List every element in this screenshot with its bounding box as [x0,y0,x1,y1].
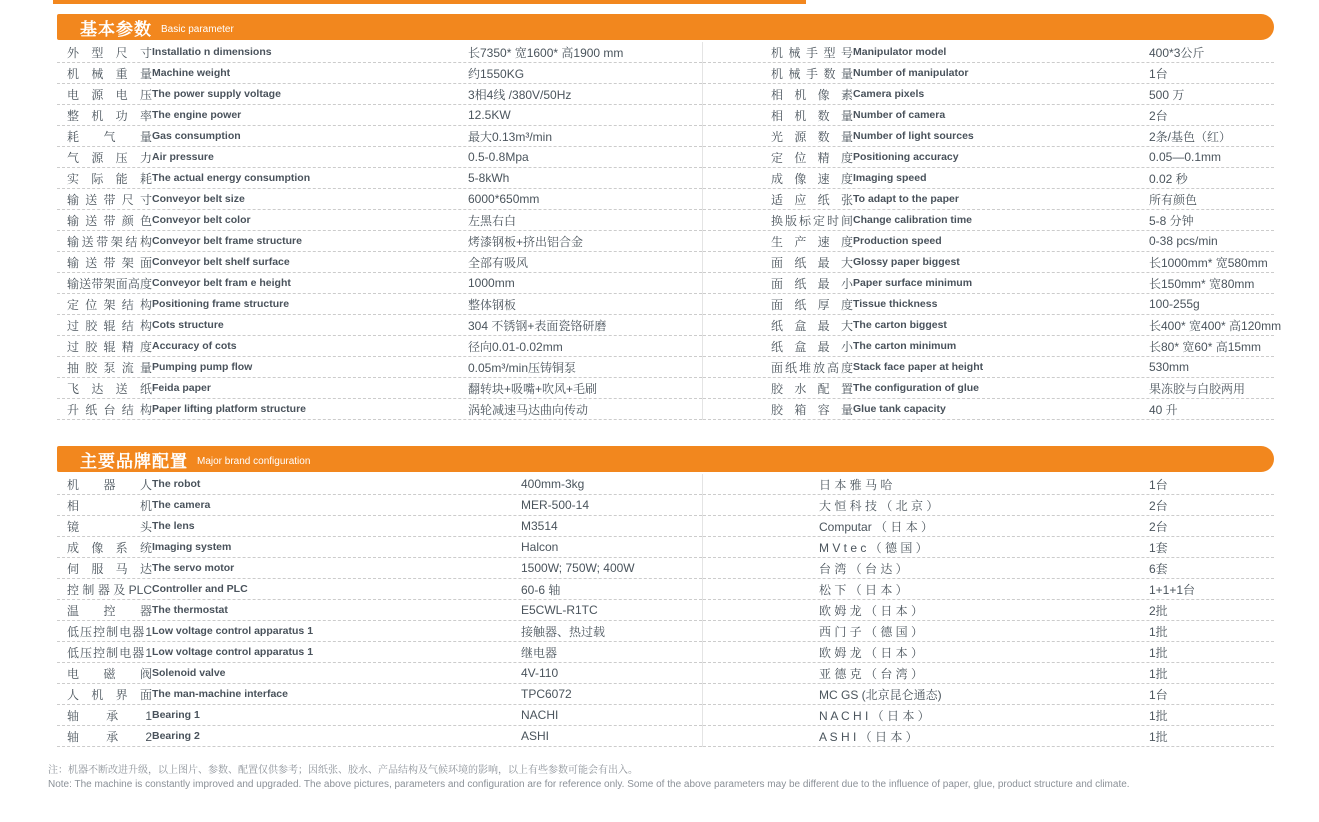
component-label-zh: 机 器 人 [67,477,152,492]
param-label-en: Stack face paper at height [853,361,984,373]
table-row [57,63,702,84]
param-label-zh: 输 送 带 架 面 [67,255,152,270]
component-model: ASHI [521,729,550,743]
table-row [57,684,702,705]
param-value: 约1550KG [468,66,525,81]
table-row [703,600,1274,621]
param-label-zh: 输送带架结构 [67,234,152,249]
param-value: 长7350* 宽1600* 高1900 mm [468,45,624,60]
component-quantity: 1批 [1149,666,1168,681]
section-major-brand-header [57,446,1274,472]
component-model: M3514 [521,519,558,533]
param-label-zh: 适 应 纸 张 [771,192,853,207]
table-row [703,168,1274,189]
component-label-en: Bearing 2 [152,730,200,742]
param-label-en: Conveyor belt fram e height [152,277,291,289]
param-label-zh: 整 机 功 率 [67,108,152,123]
table-row [703,357,1274,378]
table-row [703,726,1274,747]
param-label-zh: 抽 胶 泵 流 量 [67,360,152,375]
component-model: 4V-110 [521,666,559,680]
component-quantity: 1批 [1149,729,1168,744]
param-label-zh: 光 源 数 量 [771,129,853,144]
param-label-en: Conveyor belt frame structure [152,235,302,247]
param-value: 40 升 [1149,402,1178,417]
table-row [703,315,1282,336]
component-label-en: Low voltage control apparatus 1 [152,625,314,637]
param-label-zh: 输 送 带 颜 色 [67,213,152,228]
table-row [703,105,1274,126]
param-value: 长150mm* 宽80mm [1149,276,1255,291]
component-model: TPC6072 [521,687,572,701]
component-quantity: 2批 [1149,603,1168,618]
param-label-zh: 面 纸 最 大 [771,255,853,270]
param-value: 所有颜色 [1149,192,1198,207]
component-quantity: 1台 [1149,477,1168,492]
param-label-zh: 成 像 速 度 [771,171,853,186]
param-label-en: The actual energy consumption [152,172,311,184]
table-row [57,168,702,189]
param-label-en: Pumping pump flow [152,361,253,373]
section-basic-parameter [57,14,1282,420]
param-value: 左黑右白 [468,213,517,228]
table-row [57,147,702,168]
footnote-en: Note: The machine is constantly improved and upgraded. The above pictures, parameters and configuration are for reference only. Some of the above parameters may be different due to the influence of paper, glue, product structure and climate. [48,779,1130,790]
param-value: 果冻胶与白胶两用 [1149,381,1246,396]
param-label-en: Positioning accuracy [853,151,959,163]
brand-table-right [702,474,1274,747]
table-row [703,189,1274,210]
param-label-en: Number of camera [853,109,946,121]
param-value: 5-8kWh [468,171,510,185]
param-label-en: Paper lifting platform structure [152,403,307,415]
component-label-en: The robot [152,478,201,490]
param-label-zh: 机 械 手 数 量 [771,66,853,81]
param-label-zh: 纸 盒 最 大 [771,318,853,333]
param-label-zh: 过 胶 辊 结 构 [67,318,152,333]
component-brand: 亚 德 克 （ 台 湾 ） [819,666,924,681]
component-model: 400mm-3kg [521,477,585,491]
param-label-en: Number of manipulator [853,67,969,79]
param-value: 长400* 宽400* 高120mm [1149,318,1282,333]
param-label-zh: 胶 箱 容 量 [771,402,853,417]
table-row [703,273,1274,294]
section-title-zh: 主要品牌配置 [80,451,188,471]
table-row [57,357,702,378]
table-row [57,105,702,126]
param-value: 0.5-0.8Mpa [468,150,529,164]
component-model: 接触器、热过载 [521,624,606,639]
table-row [57,600,702,621]
component-quantity: 1批 [1149,645,1168,660]
table-row [703,621,1274,642]
param-label-zh: 面 纸 最 小 [771,276,853,291]
param-value: 530mm [1149,360,1190,374]
param-value: 0.05m³/min压铸铜泵 [468,360,577,375]
param-label-en: Cots structure [152,319,224,331]
component-brand: 大 恒 科 技 （ 北 京 ） [819,498,939,513]
table-row [57,315,702,336]
param-label-en: Installatio n dimensions [152,46,272,58]
component-label-zh: 镜 头 [67,519,152,534]
component-label-zh: 电 磁 阀 [67,666,152,681]
param-value: 长80* 宽60* 高15mm [1149,339,1262,354]
table-row [57,252,702,273]
param-label-zh: 相 机 像 素 [771,87,853,102]
param-value: 烤漆钢板+挤出铝合金 [468,234,584,249]
param-label-en: Glossy paper biggest [853,256,960,268]
table-row [703,294,1274,315]
brand-table-left [57,474,702,747]
param-label-en: The configuration of glue [853,382,979,394]
basic-parameter-table-left [57,42,702,420]
component-label-en: The thermostat [152,604,228,616]
param-label-en: The carton biggest [853,319,947,331]
table-row [703,147,1274,168]
table-row [57,474,702,495]
param-label-zh: 面 纸 厚 度 [771,297,853,312]
table-row [57,495,702,516]
param-value: 6000*650mm [468,192,540,206]
table-row [703,231,1274,252]
table-row [57,579,702,600]
table-row [703,399,1274,420]
component-brand: A S H I （ 日 本 ） [819,729,918,744]
table-row [703,378,1274,399]
component-label-zh: 温 控 器 [67,603,152,618]
component-brand: 台 湾 （ 台 达 ） [819,561,908,576]
component-label-en: Imaging system [152,541,232,553]
component-model: 60-6 轴 [521,582,561,597]
component-brand: MC GS (北京昆仑通态) [819,687,942,702]
table-row [57,558,702,579]
param-value: 3相4线 /380V/50Hz [468,87,572,102]
param-value: 0-38 pcs/min [1149,234,1218,248]
table-row [57,705,702,726]
table-row [57,84,702,105]
param-value: 304 不锈钢+表面瓷铬研磨 [468,318,607,333]
param-value: 12.5KW [468,108,511,122]
table-row [57,642,702,663]
table-row [57,126,702,147]
param-label-en: Production speed [853,235,942,247]
component-quantity: 1台 [1149,687,1168,702]
param-label-zh: 输送带架面高度 [67,276,152,291]
param-label-zh: 相 机 数 量 [771,108,853,123]
component-quantity: 1套 [1149,540,1168,555]
component-label-zh: 相 机 [67,498,152,513]
param-label-zh: 面纸堆放高度 [771,360,853,375]
param-label-zh: 机 械 重 量 [67,66,152,81]
param-label-en: Conveyor belt color [152,214,251,226]
table-row [57,399,702,420]
section-title-en: Basic parameter [161,24,234,35]
table-row [703,126,1274,147]
component-label-en: Solenoid valve [152,667,226,679]
param-value: 整体钢板 [468,297,517,312]
section-major-brand-configuration [57,446,1274,747]
param-label-en: Paper surface minimum [853,277,973,289]
param-label-zh: 纸 盒 最 小 [771,339,853,354]
component-quantity: 1+1+1台 [1149,582,1196,597]
param-value: 全部有吸风 [468,255,529,270]
basic-parameter-table-right [702,42,1282,420]
table-row [703,705,1274,726]
component-label-en: The man-machine interface [152,688,288,700]
component-label-en: Controller and PLC [152,583,248,595]
component-label-zh: 伺 服 马 达 [67,561,152,576]
table-row [703,684,1274,705]
table-row [703,642,1274,663]
param-label-en: Positioning frame structure [152,298,290,310]
component-model: 继电器 [521,645,558,660]
param-value: 5-8 分钟 [1149,213,1194,228]
component-label-zh: 低压控制电器1 [67,645,152,660]
param-label-zh: 生 产 速 度 [771,234,853,249]
param-label-zh: 飞 达 送 纸 [67,381,152,396]
param-value: 最大0.13m³/min [468,129,553,144]
param-label-en: Gas consumption [152,130,241,142]
param-label-en: The power supply voltage [152,88,281,100]
component-label-zh: 轴 承 2 [67,729,152,744]
component-quantity: 1批 [1149,708,1168,723]
param-label-zh: 气 源 压 力 [67,150,152,165]
param-label-en: Camera pixels [853,88,925,100]
table-row [703,336,1274,357]
table-row [57,663,702,684]
component-model: MER-500-14 [521,498,590,512]
table-row [57,231,702,252]
component-brand: M V t e c （ 德 国 ） [819,540,928,555]
param-value: 2条/基色（红） [1149,129,1232,144]
footnote [48,764,1288,792]
param-label-zh: 胶 水 配 置 [771,381,853,396]
table-row [703,252,1274,273]
component-brand: 欧 姆 龙 （ 日 本 ） [819,645,924,660]
param-value: 0.02 秒 [1149,171,1188,186]
component-model: NACHI [521,708,559,722]
table-row [703,63,1274,84]
param-label-zh: 换版标定时间 [771,213,853,228]
param-value: 翻转块+吸嘴+吹风+毛刷 [468,381,598,396]
section-basic-parameter-header [57,14,1274,40]
table-row [57,294,702,315]
param-label-en: Manipulator model [853,46,947,58]
param-label-zh: 升 纸 台 结 构 [67,402,152,417]
table-row [57,516,702,537]
param-value: 1000mm [468,276,515,290]
table-row [57,537,702,558]
param-label-en: Imaging speed [853,172,927,184]
table-row [703,516,1274,537]
component-label-en: The servo motor [152,562,235,574]
table-row [57,726,702,747]
table-row [703,495,1274,516]
table-row [57,378,702,399]
table-row [703,579,1274,600]
table-row [703,558,1274,579]
param-label-zh: 耗 气 量 [67,129,152,144]
component-quantity: 2台 [1149,498,1168,513]
component-label-en: Bearing 1 [152,709,200,721]
param-label-zh: 机 械 手 型 号 [771,45,853,60]
component-model: E5CWL-R1TC [521,603,598,617]
basic-parameter-table [57,42,1282,420]
component-label-en: The camera [152,499,211,511]
param-value: 2台 [1149,108,1168,123]
component-quantity: 1批 [1149,624,1168,639]
brand-configuration-table [57,474,1274,747]
component-brand: 西 门 子 （ 德 国 ） [819,624,924,639]
table-row [703,663,1274,684]
footnote-zh: 注：机器不断改进升级，以上图片、参数、配置仅供参考；因纸张、胶水、产品结构及气候环境的影响，以上有些参数可能会有出入。 [48,765,638,776]
param-label-en: Feida paper [152,382,211,394]
param-label-en: Glue tank capacity [853,403,946,415]
param-label-zh: 外 型 尺 寸 [67,45,152,60]
section-title-zh: 基本参数 [80,19,152,39]
param-value: 0.05—0.1mm [1149,150,1222,164]
param-label-en: Conveyor belt size [152,193,245,205]
table-row [703,42,1274,63]
table-row [703,537,1274,558]
param-value: 400*3公斤 [1149,45,1205,60]
component-label-zh: 轴 承 1 [67,708,152,723]
component-brand: N A C H I （ 日 本 ） [819,708,930,723]
param-value: 长1000mm* 宽580mm [1149,255,1268,270]
table-row [57,189,702,210]
component-label-zh: 人 机 界 面 [67,687,152,702]
component-label-zh: 控制器及PLC [67,582,152,597]
param-label-en: The carton minimum [853,340,957,352]
table-row [57,621,702,642]
param-label-en: Accuracy of cots [152,340,237,352]
param-label-en: Machine weight [152,67,231,79]
component-quantity: 2台 [1149,519,1168,534]
param-value: 500 万 [1149,87,1185,102]
param-label-zh: 过 胶 辊 精 度 [67,339,152,354]
table-row [57,336,702,357]
param-label-zh: 实 际 能 耗 [67,171,152,186]
component-label-zh: 低压控制电器1 [67,624,152,639]
component-model: 1500W; 750W; 400W [521,561,635,575]
param-label-en: Tissue thickness [853,298,938,310]
component-label-en: Low voltage control apparatus 1 [152,646,314,658]
component-brand: 日 本 雅 马 哈 [819,477,893,492]
param-label-zh: 输 送 带 尺 寸 [67,192,152,207]
table-row [57,42,702,63]
top-accent-strip [53,0,806,4]
param-value: 100-255g [1149,297,1200,311]
component-brand: 欧 姆 龙 （ 日 本 ） [819,603,924,618]
component-brand: 松 下 （ 日 本 ） [819,582,908,597]
table-row [703,84,1274,105]
component-quantity: 6套 [1149,561,1168,576]
component-model: Halcon [521,540,559,554]
param-value: 1台 [1149,66,1168,81]
param-label-en: Conveyor belt shelf surface [152,256,290,268]
component-label-en: The lens [152,520,195,532]
param-label-en: To adapt to the paper [853,193,959,205]
param-value: 涡轮减速马达曲向传动 [468,402,589,417]
param-label-en: Air pressure [152,151,214,163]
table-row [703,474,1274,495]
param-label-en: Number of light sources [853,130,974,142]
table-row [57,210,702,231]
param-label-zh: 定 位 精 度 [771,150,853,165]
table-row [703,210,1274,231]
table-row [57,273,702,294]
section-title-en: Major brand configuration [197,456,311,467]
param-label-zh: 定 位 架 结 构 [67,297,152,312]
param-value: 径向0.01-0.02mm [468,339,563,354]
component-brand: Computar （ 日 本 ） [819,519,934,534]
param-label-en: The engine power [152,109,242,121]
component-label-zh: 成 像 系 统 [67,540,152,555]
param-label-zh: 电 源 电 压 [67,87,152,102]
param-label-en: Change calibration time [853,214,973,226]
